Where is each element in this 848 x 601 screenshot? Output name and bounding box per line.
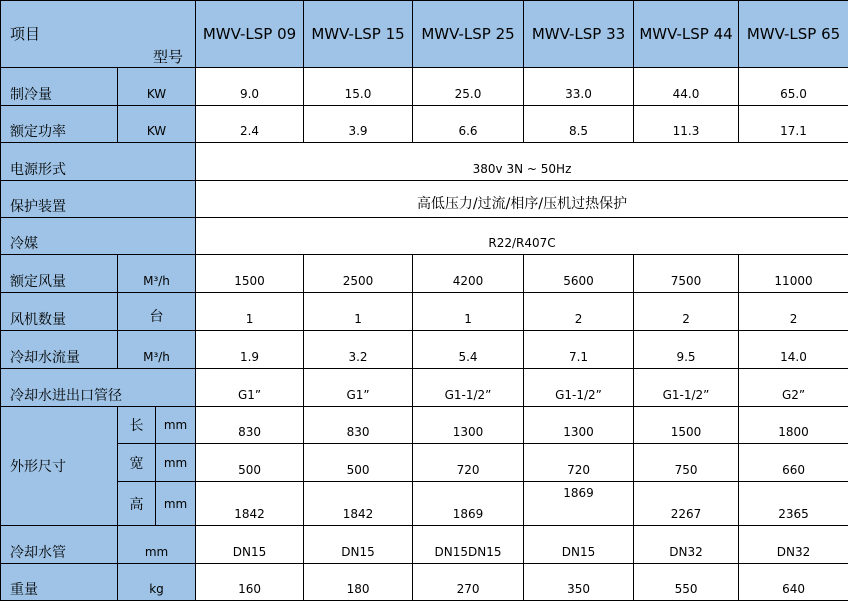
value-cell: 44.0: [634, 68, 739, 106]
table-row: [1, 331, 848, 369]
value-cell: 2.4: [196, 106, 304, 143]
row-label: 保护装置: [1, 181, 196, 218]
value-cell: 65.0: [739, 68, 848, 106]
row-label: 冷却水流量: [1, 331, 118, 369]
table-row: [1, 293, 848, 331]
table-row: [1, 143, 848, 181]
value-cell: 2: [524, 293, 634, 331]
value-cell: 750: [634, 444, 739, 482]
table-row: [1, 68, 848, 106]
value-cell: 2: [739, 293, 848, 331]
value-cell: 3.2: [304, 331, 413, 369]
row-label: 冷却水管: [1, 526, 118, 564]
value-cell: 270: [413, 564, 524, 601]
value-cell: 720: [413, 444, 524, 482]
row-unit: M³/h: [118, 331, 196, 369]
value-cell: 8.5: [524, 106, 634, 143]
spanned-value: 高低压力/过流/相序/压机过热保护: [196, 181, 848, 218]
value-cell: 9.0: [196, 68, 304, 106]
table-row: [1, 444, 848, 482]
value-cell: G1”: [304, 369, 413, 407]
table-row: [1, 181, 848, 218]
model-header: MWV-LSP 44: [634, 1, 739, 68]
value-cell: G1-1/2”: [634, 369, 739, 407]
table-row: [1, 218, 848, 255]
value-cell: G1”: [196, 369, 304, 407]
row-unit: 台: [118, 293, 196, 331]
value-cell: 830: [304, 407, 413, 444]
row-label: 外形尺寸: [1, 407, 118, 526]
value-cell: 7500: [634, 255, 739, 293]
dim-unit: mm: [156, 482, 196, 526]
model-header: MWV-LSP 65: [739, 1, 848, 68]
table-row: [1, 255, 848, 293]
header-row: [1, 1, 848, 68]
row-label: 额定功率: [1, 106, 118, 143]
value-cell: 500: [196, 444, 304, 482]
row-unit: mm: [118, 526, 196, 564]
value-cell: 830: [196, 407, 304, 444]
value-cell: 17.1: [739, 106, 848, 143]
value-cell: 5600: [524, 255, 634, 293]
value-cell: DN15: [196, 526, 304, 564]
value-cell: 1300: [413, 407, 524, 444]
value-cell: 160: [196, 564, 304, 601]
value-cell: 1500: [634, 407, 739, 444]
value-cell: 5.4: [413, 331, 524, 369]
row-unit: KW: [118, 106, 196, 143]
value-cell: DN15DN15: [413, 526, 524, 564]
value-cell: 1300: [524, 407, 634, 444]
model-header: MWV-LSP 25: [413, 1, 524, 68]
value-cell: DN15: [524, 526, 634, 564]
dim-label: 宽: [118, 444, 156, 482]
table-row: [1, 482, 848, 526]
value-cell: 25.0: [413, 68, 524, 106]
value-cell: DN32: [739, 526, 848, 564]
table-row: [1, 526, 848, 564]
table-row: [1, 106, 848, 143]
value-cell: 14.0: [739, 331, 848, 369]
value-cell: 9.5: [634, 331, 739, 369]
value-cell: G1-1/2”: [413, 369, 524, 407]
value-cell: 1: [304, 293, 413, 331]
value-cell: 1500: [196, 255, 304, 293]
value-cell: DN32: [634, 526, 739, 564]
value-cell: 350: [524, 564, 634, 601]
value-cell: 1800: [739, 407, 848, 444]
value-cell: 33.0: [524, 68, 634, 106]
value-cell: 640: [739, 564, 848, 601]
value-cell: 550: [634, 564, 739, 601]
dim-unit: mm: [156, 444, 196, 482]
value-cell: 1: [196, 293, 304, 331]
value-cell: 1869: [413, 482, 524, 526]
value-cell: 720: [524, 444, 634, 482]
row-label: 额定风量: [1, 255, 118, 293]
value-cell: 1842: [196, 482, 304, 526]
row-label: 重量: [1, 564, 118, 601]
spanned-value: R22/R407C: [196, 218, 848, 255]
value-cell: 1842: [304, 482, 413, 526]
row-label: 制冷量: [1, 68, 118, 106]
value-cell: 1: [413, 293, 524, 331]
value-cell: 11.3: [634, 106, 739, 143]
value-cell: 180: [304, 564, 413, 601]
model-label: 型号: [153, 46, 183, 67]
row-label: 冷媒: [1, 218, 196, 255]
value-cell: 1869: [524, 482, 634, 526]
value-cell: G1-1/2”: [524, 369, 634, 407]
value-cell: 2: [634, 293, 739, 331]
value-cell: 6.6: [413, 106, 524, 143]
model-header: MWV-LSP 09: [196, 1, 304, 68]
row-unit: kg: [118, 564, 196, 601]
model-header: MWV-LSP 15: [304, 1, 413, 68]
dim-label: 高: [118, 482, 156, 526]
table-row: [1, 369, 848, 407]
row-label: 电源形式: [1, 143, 196, 181]
value-cell: 2267: [634, 482, 739, 526]
spanned-value: 380v 3N ~ 50Hz: [196, 143, 848, 181]
table-row: [1, 407, 848, 444]
value-cell: 15.0: [304, 68, 413, 106]
row-label: 风机数量: [1, 293, 118, 331]
value-cell: 3.9: [304, 106, 413, 143]
dim-unit: mm: [156, 407, 196, 444]
value-cell: 1.9: [196, 331, 304, 369]
value-cell: 4200: [413, 255, 524, 293]
value-cell: DN15: [304, 526, 413, 564]
row-unit: KW: [118, 68, 196, 106]
corner-header-cell: [1, 1, 196, 68]
item-label: 项目: [10, 23, 40, 44]
value-cell: 11000: [739, 255, 848, 293]
dim-label: 长: [118, 407, 156, 444]
model-header: MWV-LSP 33: [524, 1, 634, 68]
table-row: [1, 564, 848, 601]
value-cell: 2500: [304, 255, 413, 293]
row-unit: M³/h: [118, 255, 196, 293]
row-label: 冷却水进出口管径: [1, 369, 196, 407]
value-cell: 7.1: [524, 331, 634, 369]
value-cell: 2365: [739, 482, 848, 526]
value-cell: 500: [304, 444, 413, 482]
value-cell: 660: [739, 444, 848, 482]
value-cell: G2”: [739, 369, 848, 407]
